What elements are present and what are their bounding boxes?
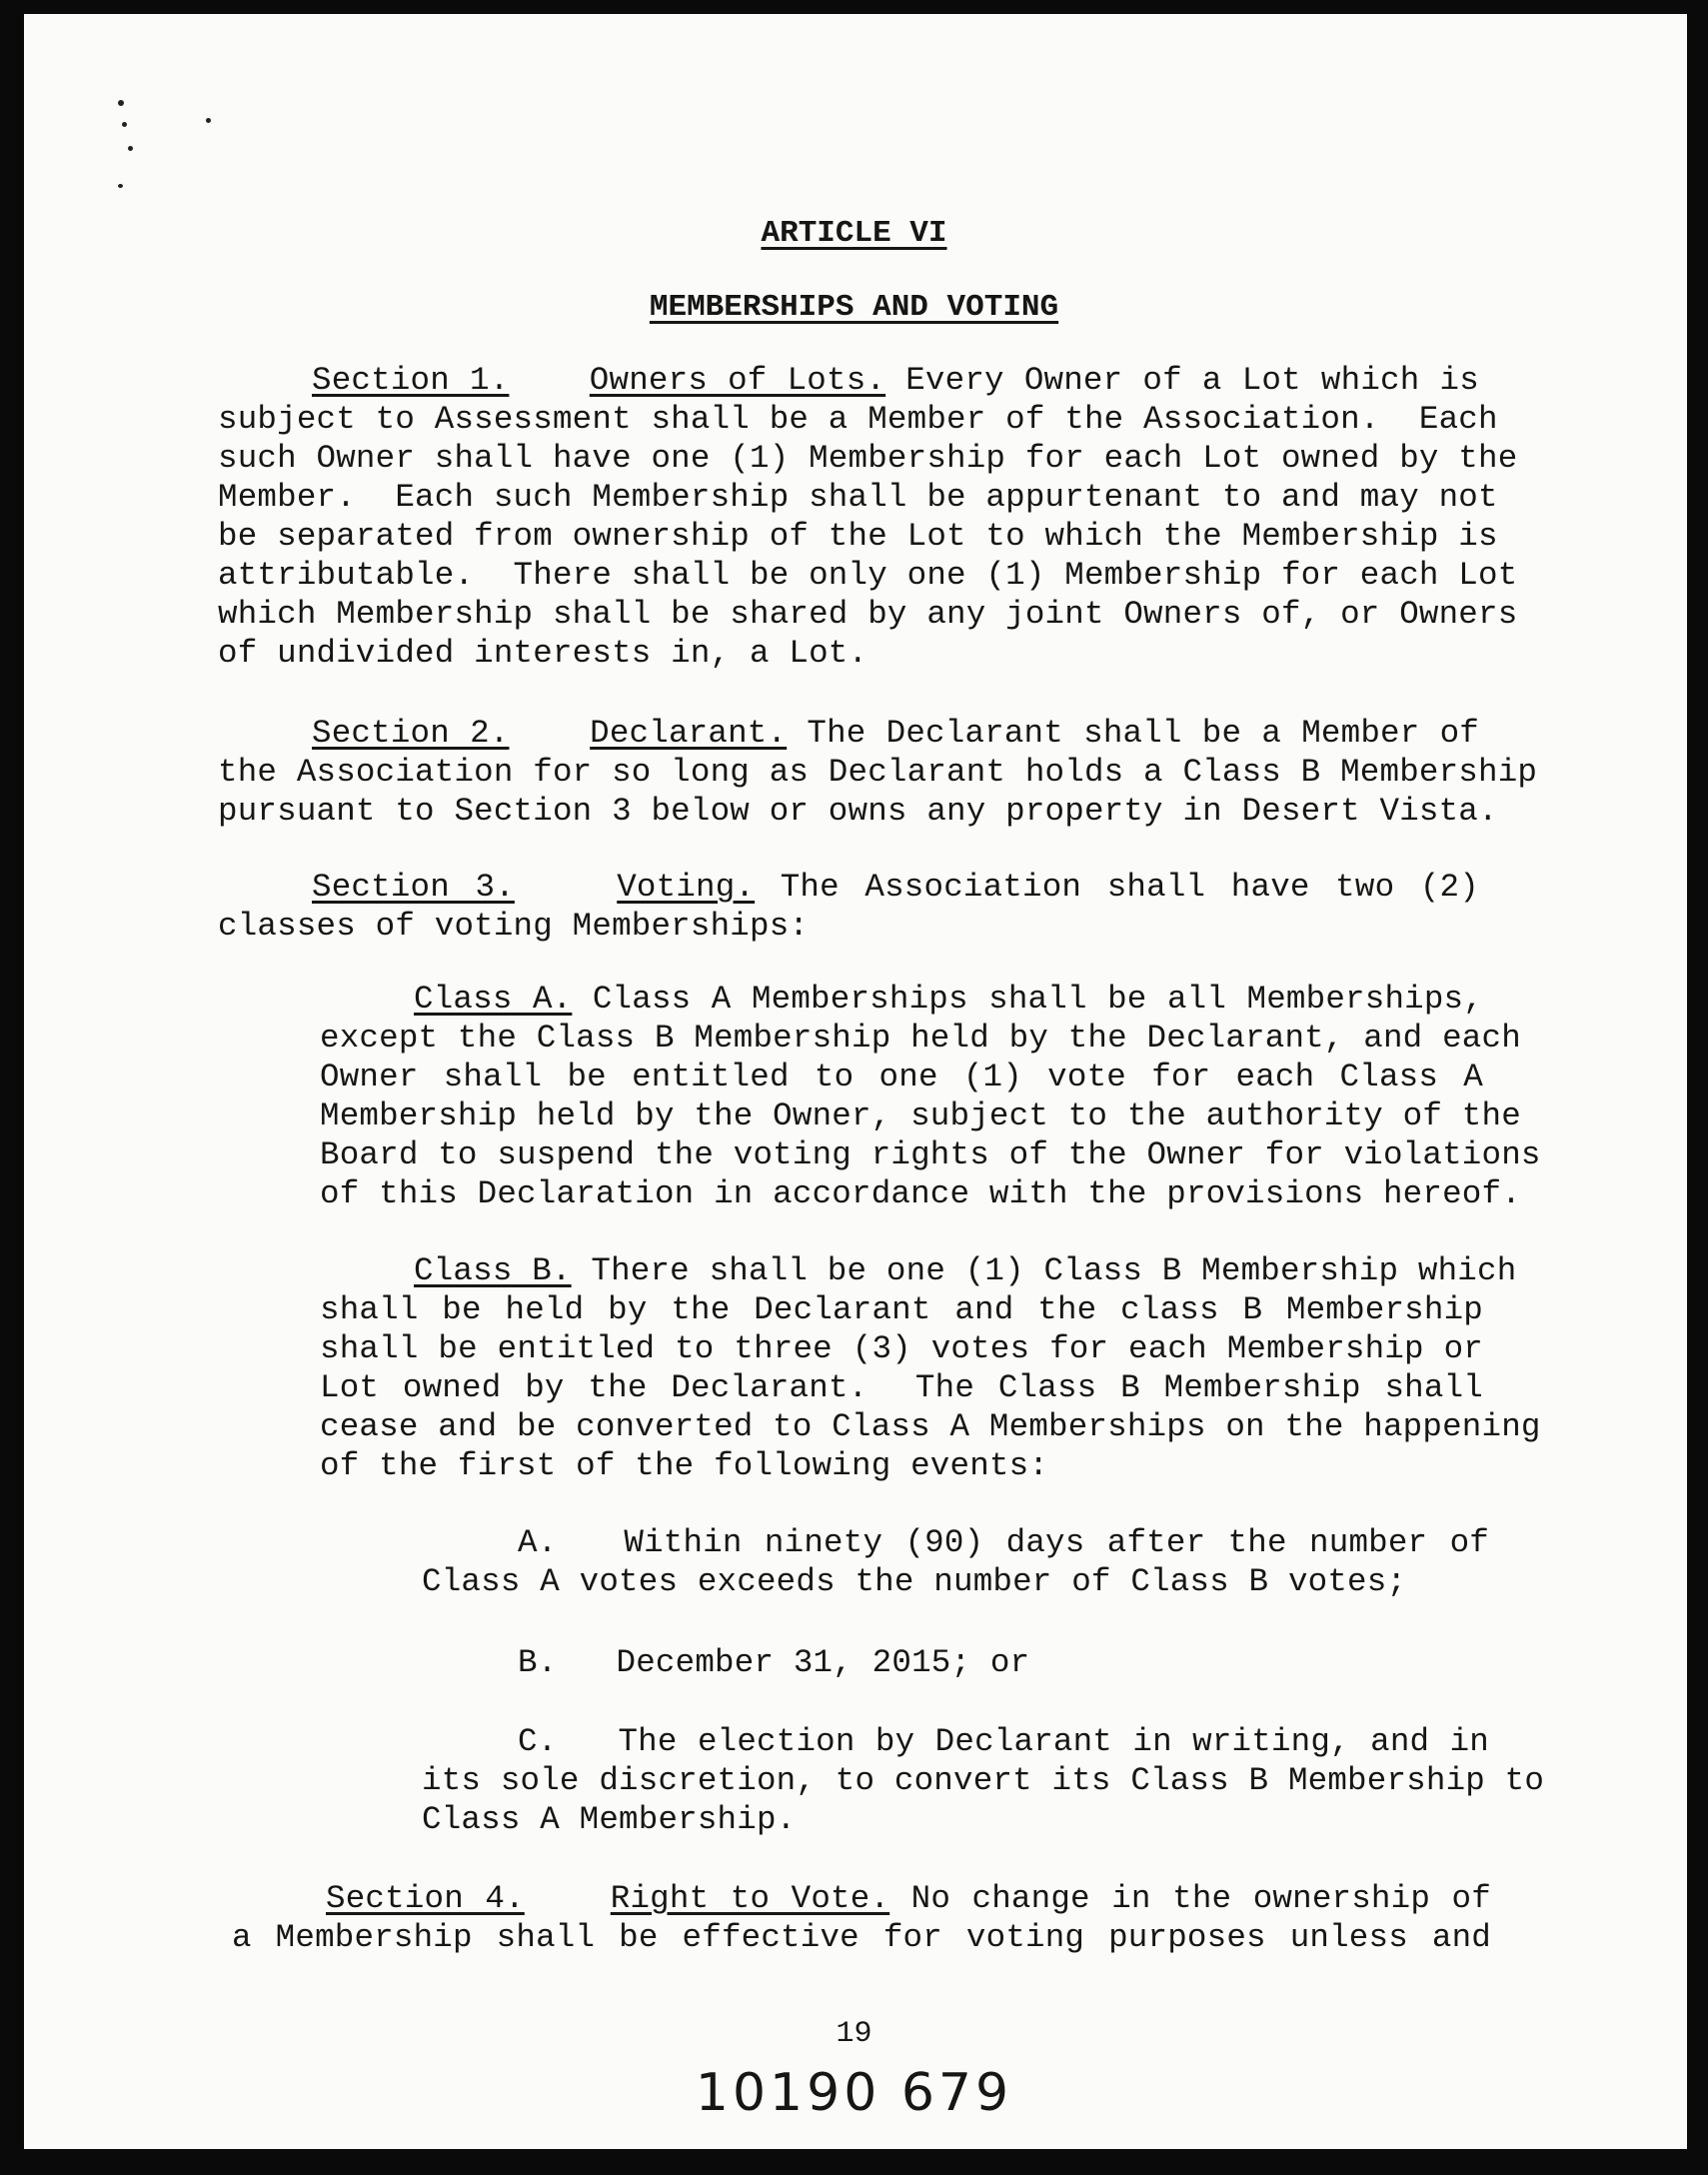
class-a-label: Class A.	[414, 981, 573, 1018]
document-number: 10190 679	[695, 2063, 1013, 2123]
class-a-first-line: Class A. Class A Memberships shall be all Memberships,	[414, 981, 1483, 1018]
class-a-line: except the Class B Membership held by the Declarant, and each	[320, 1020, 1521, 1057]
section-4-title: Right to Vote.	[610, 1880, 890, 1917]
section-3-title: Voting.	[617, 869, 756, 906]
section-1-line: Member. Each such Membership shall be appurtenant to and may not	[218, 479, 1498, 516]
event-a-first-line: A. Within ninety (90) days after the number of	[518, 1524, 1489, 1561]
section-3-last-line: classes of voting Memberships:	[218, 908, 810, 945]
event-c-line: its sole discretion, to convert its Class B Membership to	[422, 1762, 1545, 1799]
section-1-label: Section 1.	[312, 362, 510, 399]
class-b-first-line: Class B. There shall be one (1) Class B Membership which	[414, 1252, 1517, 1289]
section-2-line: pursuant to Section 3 below or owns any property in Desert Vista.	[218, 793, 1498, 830]
scan-speck	[118, 100, 124, 106]
class-a-line: Owner shall be entitled to one (1) vote for each Class A	[320, 1059, 1483, 1095]
scan-speck	[122, 122, 127, 127]
section-4-first-line: Section 4. Right to Vote. No change in the ownership of	[326, 1880, 1491, 1917]
section-4-label: Section 4.	[326, 1880, 525, 1917]
class-b-line: shall be entitled to three (3) votes for each Membership or	[320, 1330, 1483, 1367]
section-4-line: a Membership shall be effective for voting purposes unless and	[232, 1919, 1491, 1956]
scan-speck	[128, 146, 133, 151]
class-b-last-line: of the first of the following events:	[320, 1447, 1049, 1484]
class-b-line: shall be held by the Declarant and the class B Membership	[320, 1291, 1483, 1328]
section-1-first-line: Section 1. Owners of Lots. Every Owner of a Lot which is	[312, 362, 1479, 399]
class-b-line: cease and be converted to Class A Memberships on the happening	[320, 1408, 1541, 1445]
class-b-label: Class B.	[414, 1252, 572, 1289]
section-3-first-line: Section 3. Voting. The Association shall have two (2)	[312, 869, 1479, 906]
section-1-line: subject to Assessment shall be a Member of the Association. Each	[218, 401, 1498, 438]
page-number: 19	[836, 2017, 872, 2051]
event-b-line: B. December 31, 2015; or	[518, 1644, 1030, 1681]
section-2-title: Declarant.	[590, 715, 788, 752]
section-3-label: Section 3.	[312, 869, 515, 906]
class-a-last-line: of this Declaration in accordance with the provisions hereof.	[320, 1175, 1521, 1212]
section-1-last-line: of undivided interests in, a Lot.	[218, 635, 868, 672]
section-1-line: be separated from ownership of the Lot to which the Membership is	[218, 518, 1498, 555]
event-c-first-line: C. The election by Declarant in writing, and in	[518, 1723, 1489, 1760]
scan-speck	[118, 184, 123, 188]
section-1-line: which Membership shall be shared by any joint Owners of, or Owners	[218, 596, 1518, 633]
event-c-last-line: Class A Membership.	[422, 1801, 797, 1838]
event-a-last-line: Class A votes exceeds the number of Class B votes;	[422, 1563, 1407, 1600]
article-heading: ARTICLE VI	[761, 216, 947, 251]
class-a-line: Board to suspend the voting rights of the Owner for violations	[320, 1136, 1541, 1173]
class-a-line: Membership held by the Owner, subject to the authority of the	[320, 1097, 1521, 1134]
class-b-line: Lot owned by the Declarant. The Class B Membership shall	[320, 1369, 1483, 1406]
section-1-line: attributable. There shall be only one (1) Membership for each Lot	[218, 557, 1518, 594]
section-2-line: the Association for so long as Declarant holds a Class B Membership	[218, 754, 1538, 791]
scan-speck	[206, 118, 211, 123]
section-2-label: Section 2.	[312, 715, 510, 752]
section-1-line: such Owner shall have one (1) Membership for each Lot owned by the	[218, 440, 1518, 477]
section-2-first-line: Section 2. Declarant. The Declarant shall be a Member of	[312, 715, 1479, 752]
section-1-title: Owners of Lots.	[589, 362, 886, 399]
article-subheading: MEMBERSHIPS AND VOTING	[649, 290, 1059, 325]
